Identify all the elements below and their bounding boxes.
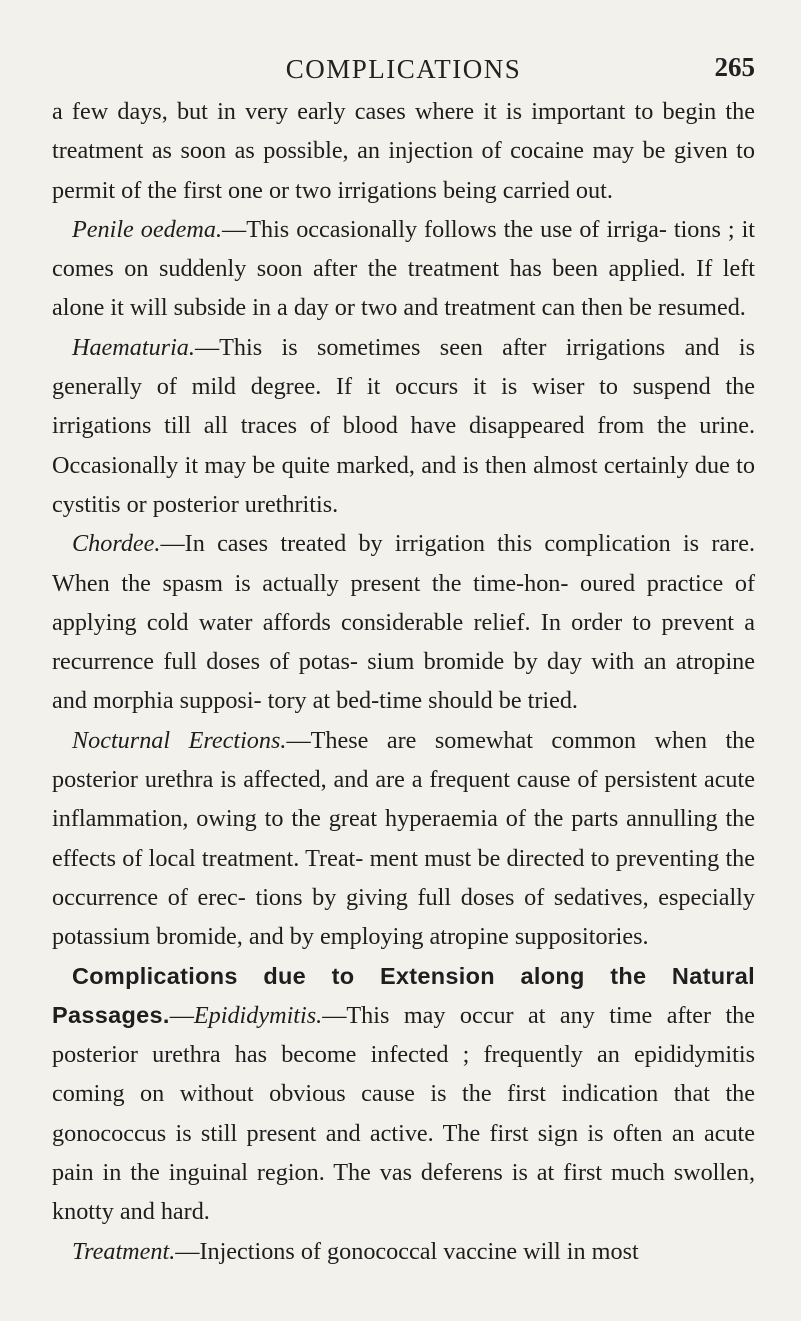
page-number: 265 (714, 52, 755, 82)
paragraph-text: In cases treated by irrigation this complication is rare. When the spasm is actually present the time-hon- oured practice of applying cold water affords considerable relief. In order to prevent a recurrence full doses of potas- sium bromide by day with an atropine and morphia supposi- tory at bed-time should be tried. (52, 530, 755, 715)
paragraph-haematuria (52, 328, 755, 524)
run-in-heading: Chordee. (72, 530, 161, 558)
run-in-heading: Epididymitis. (193, 1001, 323, 1029)
dash-separator: — (160, 530, 185, 558)
run-in-heading: Treatment. (72, 1237, 176, 1265)
dash-separator: — (175, 1237, 200, 1265)
run-in-heading: Nocturnal Erections. (72, 726, 287, 754)
dash-separator: — (286, 726, 311, 754)
section-heading: Complications due to Extension along the Natural Passages. (52, 962, 755, 1028)
body-text (52, 92, 755, 1271)
dash-separator: — (194, 333, 220, 361)
paragraph-nocturnal-erections (52, 721, 755, 957)
running-head (52, 0, 755, 86)
paragraph-continuation (52, 92, 755, 210)
running-title: COMPLICATIONS (285, 54, 522, 84)
paragraph-text: These are somewhat common when the posterior urethra is affected, and are a frequent cause of persistent acute inflammation, owing to the great hyperaemia of the parts annulling the effects of local treatment. Treat- ment must be directed to preventing the occurrence of erec- tions by giving full doses of sedatives, especially potassium bromide, and by employing atropine suppositories. (52, 726, 755, 951)
paragraph-text: Injections of gonococcal vaccine will in most (199, 1237, 639, 1265)
run-in-heading: Penile oedema. (72, 215, 223, 243)
paragraph-penile-oedema (52, 210, 755, 328)
dash-separator: — (322, 1001, 347, 1029)
paragraph-text: This occasionally follows the use of irriga- tions ; it comes on suddenly soon after the treatment has been applied. If left alone it will subside in a day or two and treatment can then be resumed. (52, 215, 756, 322)
paragraph-extension-complications (52, 957, 755, 1232)
run-in-heading: Haematuria. (72, 333, 195, 361)
paragraph-text: This may occur at any time after the posterior urethra has become infected ; frequently an epididymitis coming on without obvious cause is the first indication that the gonococcus is still present and active. The first sign is often an acute pain in the inguinal region. The vas deferens is at first much swollen, knotty and hard. (52, 1001, 755, 1226)
paragraph-treatment (52, 1232, 755, 1271)
dash-separator: — (222, 215, 247, 243)
paragraph-text: This is sometimes seen after irrigations and is generally of mild degree. If it occurs it is wiser to suspend the irrigations till all traces of blood have disappeared from the urine. Occasionally it may be quite marked, and is then almost certainly due to cystitis or posterior urethritis. (52, 333, 755, 518)
dash-separator: — (169, 1001, 194, 1029)
paragraph-chordee (52, 524, 755, 720)
paragraph-text: a few days, but in very early cases where it is important to begin the treatment as soon as possible, an injection of cocaine may be given to permit of the first one or two irrigations being carried out. (52, 98, 755, 204)
